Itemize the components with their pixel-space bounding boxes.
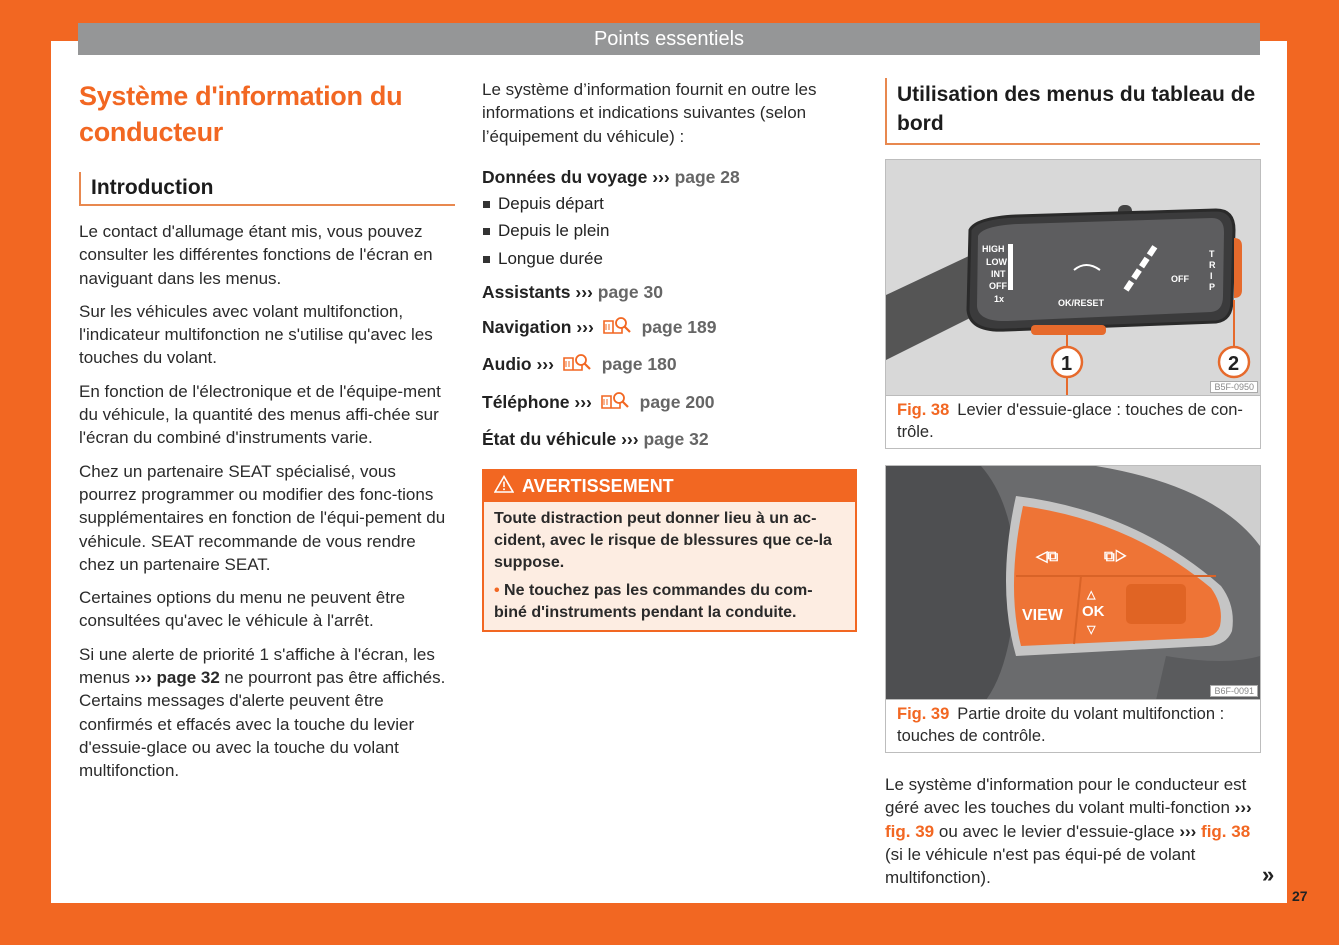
page-link[interactable]: page 180	[601, 354, 677, 375]
column-right	[885, 78, 1261, 889]
text: Le système d'information pour le conducteur est géré avec les touches du volant multi-fonction	[885, 775, 1247, 818]
figure-label: Fig. 38	[897, 401, 950, 419]
page-link[interactable]: page 200	[639, 391, 715, 412]
subheading-introduction: Introduction	[79, 172, 455, 206]
page-link[interactable]: page 32	[643, 429, 709, 450]
column-middle	[482, 78, 858, 632]
menu-item-navigation	[482, 310, 858, 348]
svg-text:OFF: OFF	[989, 281, 1007, 291]
figure-label: Fig. 39	[897, 705, 950, 723]
figure-link[interactable]: fig. 38	[1201, 821, 1251, 841]
ref-arrow-icon: ›››	[575, 282, 593, 303]
page-link[interactable]: page 30	[597, 282, 663, 303]
steering-wheel-image	[886, 466, 1260, 700]
figure-link[interactable]: fig. 39	[885, 821, 935, 841]
svg-text:OK: OK	[1082, 603, 1105, 620]
closing-paragraph	[885, 773, 1261, 889]
svg-text:2: 2	[1228, 353, 1240, 375]
paragraph: Certaines options du menu ne peuvent être consultées qu'avec le véhicule à l'arrêt.	[79, 588, 406, 631]
svg-text:OK/RESET: OK/RESET	[1058, 298, 1105, 308]
ref-arrow-icon: ›››	[1234, 798, 1252, 818]
label: Assistants	[482, 282, 571, 303]
menu-item-telephone	[482, 385, 858, 423]
warning-bullet	[494, 580, 845, 624]
ref-arrow-icon: ›››	[134, 668, 152, 688]
figure-caption	[886, 396, 1260, 448]
list-item: Longue durée	[482, 245, 858, 273]
caption-text: Levier d'essuie-glace : touches de con-trôle.	[897, 401, 1243, 441]
paragraph: Sur les véhicules avec volant multifonction, l'indicateur multifonction ne s'utilise qu'avec les touches du volant.	[79, 301, 433, 368]
svg-text:P: P	[1209, 282, 1216, 292]
figure-code: B5F-0950	[1210, 381, 1258, 393]
text: (si le véhicule n'est pas équi-pé de volant multifonction).	[885, 844, 1196, 888]
text: ne pourront pas être affichés. Certains messages d'alerte peuvent être confirmés et effacés avec la touche du levier d'essuie-glace ou avec la touche du volant multifonction.	[79, 668, 446, 781]
svg-text:OFF: OFF	[1171, 274, 1189, 284]
book-search-icon	[600, 388, 632, 423]
menu-list	[482, 275, 858, 457]
warning-triangle-icon	[494, 475, 514, 498]
warning-title: AVERTISSEMENT	[522, 475, 674, 496]
caption-text: Partie droite du volant multifonction : touches de contrôle.	[897, 705, 1225, 745]
paragraph: Chez un partenaire SEAT spécialisé, vous pourrez programmer ou modifier des fonc-tions supplémentaires en fonction de l'équi-pement du véhicule. SEAT recommande de vous rendre chez un partenaire SEAT.	[79, 461, 446, 574]
svg-text:LOW: LOW	[986, 257, 1007, 267]
bullet-dot-icon: •	[494, 581, 505, 599]
svg-text:◁⧉: ◁⧉	[1036, 548, 1059, 565]
list-item: Depuis le plein	[482, 217, 858, 245]
svg-text:INT: INT	[991, 269, 1006, 279]
warning-box	[482, 469, 857, 632]
continue-marker-icon: »	[1262, 862, 1275, 887]
ref-arrow-icon: ›››	[621, 429, 639, 450]
lever-high: HIGH	[982, 244, 1005, 254]
section-title: Points essentiels	[593, 28, 745, 50]
ref-arrow-icon: ›››	[574, 391, 592, 412]
paragraph: Le contact d'allumage étant mis, vous pouvez consulter les différentes fonctions de l'écran en naviguant dans les menus.	[79, 222, 433, 288]
page-title: Système d'information du conducteur	[79, 81, 403, 147]
ref-arrow-icon: ›››	[576, 316, 594, 337]
svg-text:▽: ▽	[1087, 624, 1096, 636]
svg-text:I: I	[1210, 271, 1213, 281]
figure-caption	[886, 700, 1260, 752]
menu-item-audio	[482, 347, 858, 385]
svg-text:1: 1	[1061, 353, 1073, 375]
paragraph: En fonction de l'électronique et de l'équipe-ment du véhicule, la quantité des menus affi-chée sur l'écran du combiné d'instruments varie.	[79, 381, 441, 448]
figure-39	[885, 465, 1261, 753]
svg-text:△: △	[1087, 589, 1096, 601]
warning-text: Toute distraction peut donner lieu à un ac-cident, avec le risque de blessures que ce-la suppose.	[494, 509, 832, 571]
label: État du véhicule	[482, 429, 617, 450]
list-item: Depuis départ	[482, 190, 858, 218]
page-link[interactable]: page 32	[156, 668, 220, 688]
menu-item-assistants	[482, 275, 858, 310]
warning-header	[484, 471, 855, 502]
book-search-icon	[562, 350, 594, 385]
paragraph-alert	[79, 643, 455, 783]
label: Téléphone	[482, 391, 570, 412]
ref-arrow-icon: ›››	[652, 166, 670, 187]
page-number: 27	[1292, 888, 1308, 904]
svg-text:1x: 1x	[994, 294, 1005, 304]
text: Si une alerte de priorité 1 s'affiche à l'écran, les menus	[79, 644, 435, 688]
label: Données du voyage	[482, 166, 648, 187]
page-link[interactable]: page 28	[674, 166, 740, 187]
svg-text:⧉▷: ⧉▷	[1104, 548, 1127, 565]
text: Ne touchez pas les commandes du com-biné d'instruments pendant la conduite.	[494, 581, 813, 621]
section-header	[78, 23, 1260, 55]
text: ou avec le levier d'essuie-glace	[938, 821, 1175, 841]
svg-text:T: T	[1209, 249, 1215, 259]
page-link[interactable]: page 189	[641, 316, 717, 337]
column-left	[79, 78, 455, 783]
warning-body	[484, 502, 855, 630]
label: Navigation	[482, 316, 572, 337]
intro-paragraph: Le système d’information fournit en outre les informations et indications suivantes (selon l’équipement du véhicule) :	[482, 80, 817, 146]
svg-text:VIEW: VIEW	[1022, 607, 1063, 624]
ref-arrow-icon: ›››	[536, 354, 554, 375]
ref-arrow-icon: ›››	[1179, 821, 1197, 841]
wiper-lever-image	[886, 160, 1260, 396]
figure-code: B6F-0091	[1210, 685, 1258, 697]
label: Audio	[482, 354, 532, 375]
section-heading: Utilisation des menus du tableau de bord	[885, 78, 1260, 145]
figure-38	[885, 159, 1261, 449]
svg-text:R: R	[1209, 260, 1216, 270]
menu-item-vehicle-status	[482, 422, 858, 457]
trip-data-heading	[482, 164, 858, 190]
book-search-icon	[602, 313, 634, 348]
